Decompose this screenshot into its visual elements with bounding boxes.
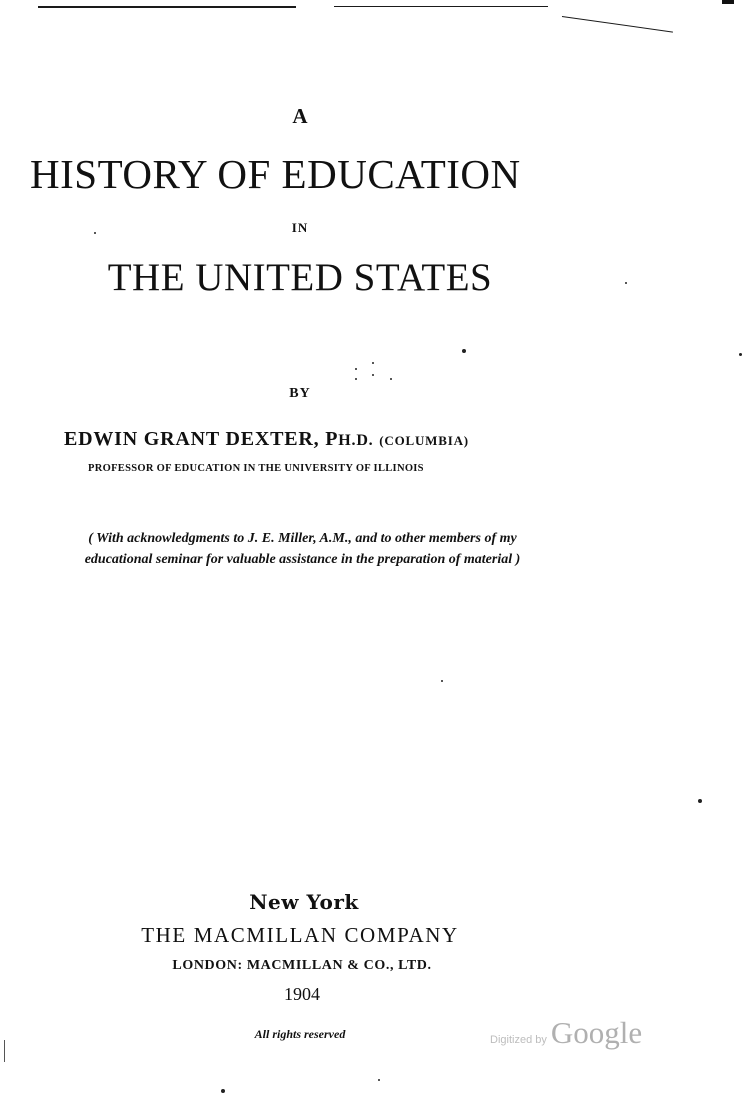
- digitized-by-text: Digitized by: [490, 1034, 547, 1046]
- title-connector-in: IN: [291, 220, 309, 235]
- author-degree: PH.D.: [325, 428, 374, 450]
- title-article: A: [292, 104, 308, 128]
- imprint-year: 1904: [284, 984, 320, 1004]
- acknowledgment-note: ( With acknowledgments to J. E. Miller, A.M., and to other members of my educational seminar for valuable assistance in the preparation of material ): [84, 531, 521, 567]
- scan-speck: [462, 349, 466, 353]
- scan-speck: [221, 1089, 225, 1093]
- scan-speck: [390, 378, 392, 380]
- scan-speck: [625, 282, 627, 284]
- corner-mark: [722, 0, 734, 4]
- imprint-publisher: THE MACMILLAN COMPANY: [141, 923, 459, 947]
- digitized-watermark: [490, 1015, 642, 1051]
- imprint-london: LONDON: MACMILLAN & CO., LTD.: [172, 958, 432, 973]
- scan-speck: [378, 1079, 380, 1081]
- author-position: PROFESSOR OF EDUCATION IN THE UNIVERSITY OF ILLINOIS: [88, 463, 424, 474]
- google-logo: Google: [550, 1015, 643, 1050]
- scan-speck: [355, 368, 357, 370]
- title-line-1: HISTORY OF EDUCATION: [30, 151, 521, 197]
- scan-speck: [372, 374, 374, 376]
- top-rule-middle: [334, 6, 548, 7]
- author-line: [64, 428, 469, 451]
- scan-speck: [739, 353, 742, 356]
- scan-speck: [441, 680, 443, 682]
- scan-speck: [698, 799, 702, 803]
- imprint-city: New York: [249, 890, 359, 914]
- top-rule-right: [562, 16, 673, 33]
- author-name: EDWIN GRANT DEXTER,: [64, 428, 320, 450]
- author-school: (COLUMBIA): [379, 433, 469, 448]
- scan-speck: [355, 378, 357, 380]
- left-edge-mark: [4, 1040, 5, 1062]
- imprint-rights: All rights reserved: [254, 1027, 346, 1041]
- byline-by: BY: [289, 386, 311, 401]
- scan-speck: [94, 232, 96, 234]
- scan-speck: [372, 362, 374, 364]
- title-line-2: THE UNITED STATES: [107, 256, 493, 299]
- top-rule-left: [38, 6, 296, 8]
